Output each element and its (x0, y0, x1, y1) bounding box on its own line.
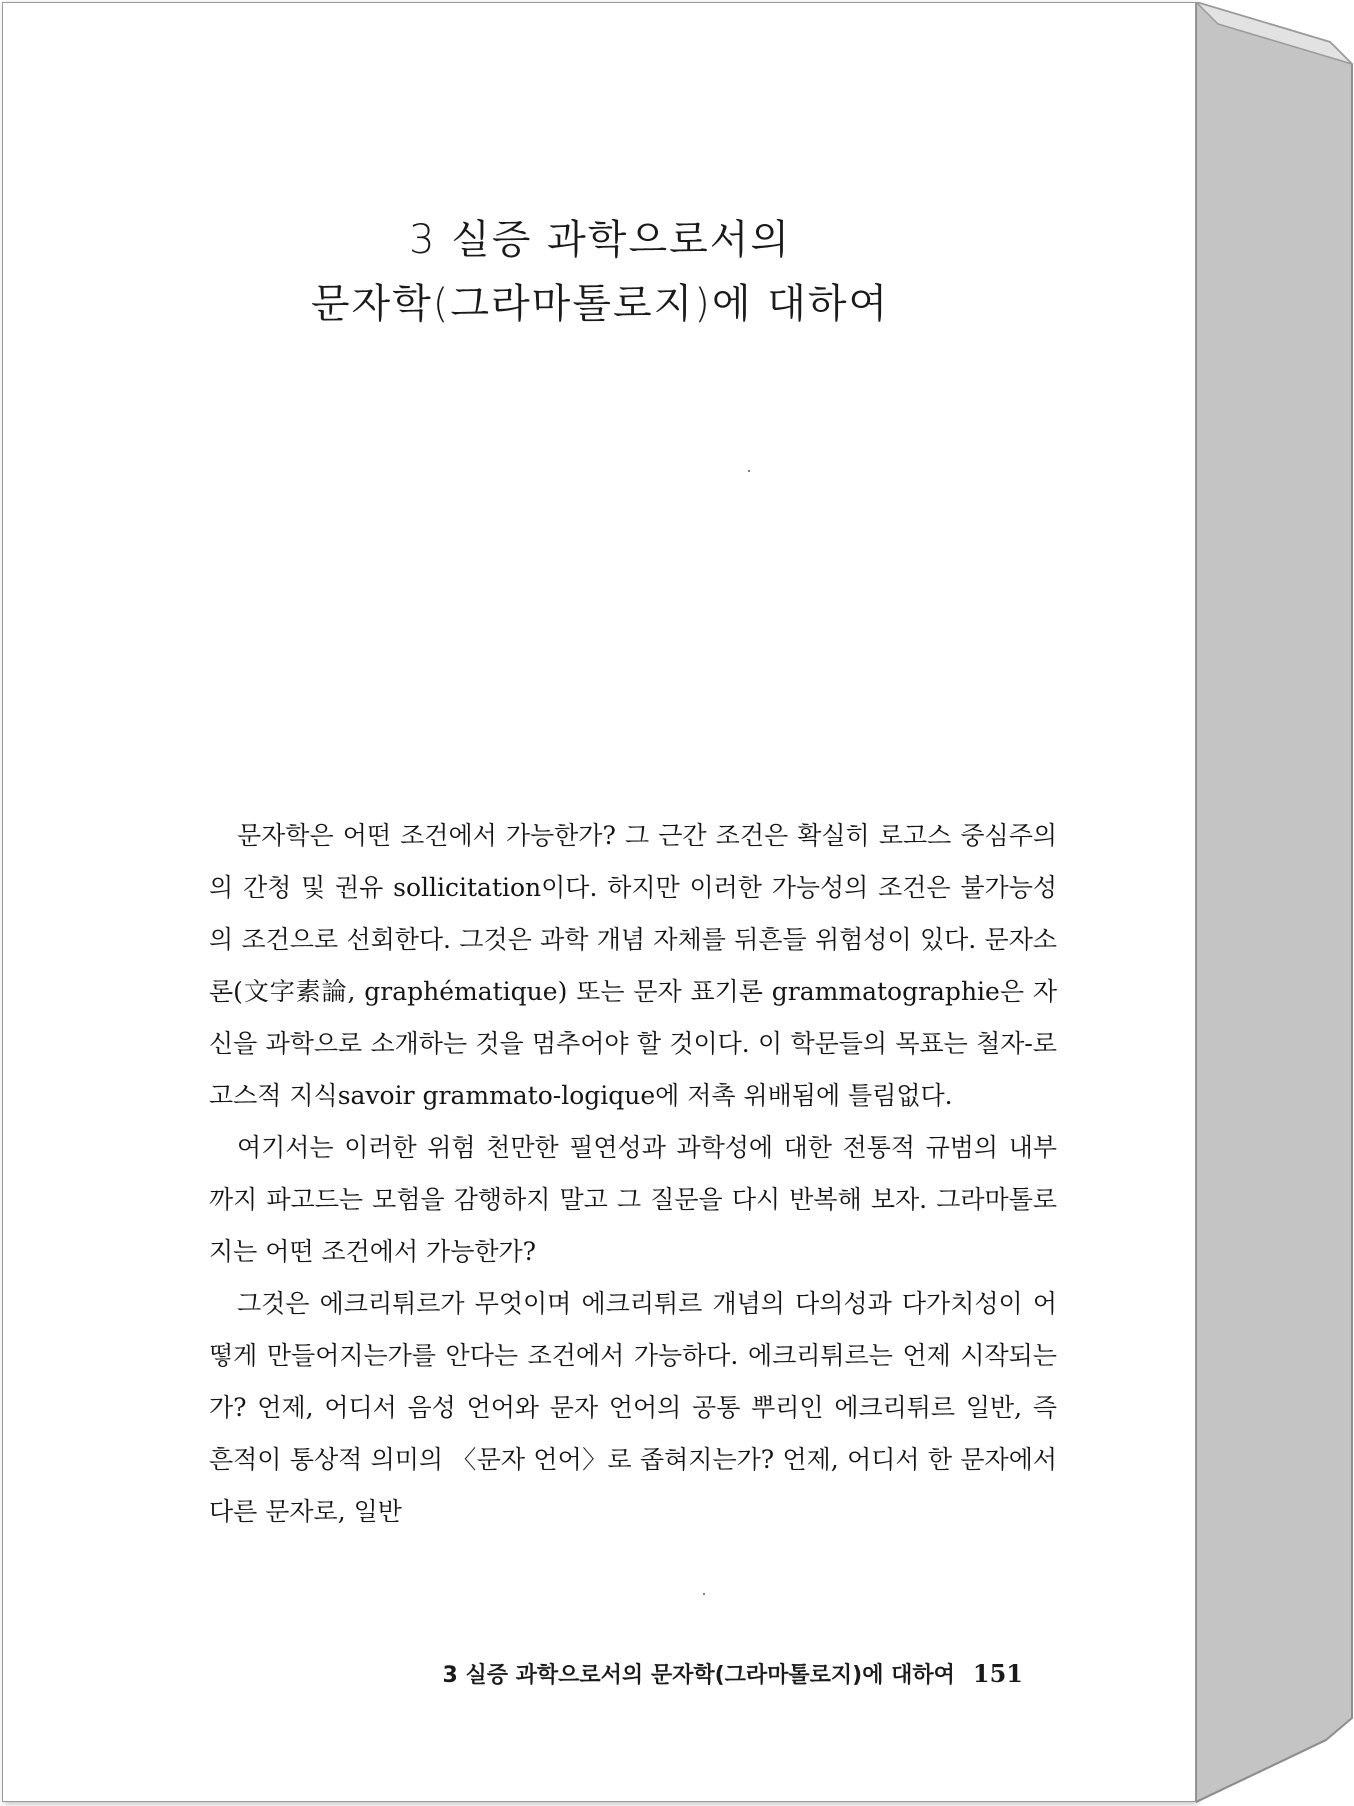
chapter-title-line-1: 3 실증 과학으로서의 (409, 217, 791, 263)
print-speck (703, 1593, 705, 1595)
body-paragraph-2: 여기서는 이러한 위험 천만한 필연성과 과학성에 대한 전통적 규범의 내부까지 파고드는 모험을 감행하지 말고 그 질문을 다시 반복해 보자. 그라마톨로지는 어떤 조건에서 가능한가? (209, 1133, 1057, 1266)
running-footer (383, 1658, 1023, 1689)
chapter-title (3, 208, 1197, 336)
body-text (209, 810, 1057, 1538)
print-speck (748, 470, 750, 472)
body-paragraph-1: 문자학은 어떤 조건에서 가능한가? 그 근간 조건은 확실히 로고스 중심주의의 간청 및 권유 sollicitation이다. 하지만 이러한 가능성의 조건은 불가능성의 조건으로 선회한다. 그것은 과학 개념 자체를 뒤흔들 위험성이 있다. 문자소론(文字素論, graphématique) 또는 문자 표기론 grammatographie은 자신을 과학으로 소개하는 것을 멈추어야 할 것이다. 이 학문들의 목표는 철자-로고스적 지식savoir grammato-logique에 저촉 위배됨에 틀림없다. (209, 821, 1057, 1110)
book-page (2, 2, 1196, 1802)
page-number: 151 (972, 1659, 1023, 1688)
running-head: 3 실증 과학으로서의 문자학(그라마톨로지)에 대하여 (442, 1663, 955, 1688)
body-paragraph-3: 그것은 에크리튀르가 무엇이며 에크리튀르 개념의 다의성과 다가치성이 어떻게 만들어지는가를 안다는 조건에서 가능하다. 에크리튀르는 언제 시작되는가? 언제, 어디서 음성 언어와 문자 언어의 공통 뿌리인 에크리튀르 일반, 즉 흔적이 통상적 의미의 〈문자 언어〉로 좁혀지는가? 언제, 어디서 한 문자에서 다른 문자로, 일반 (209, 1289, 1057, 1526)
chapter-title-line-2: 문자학(그라마톨로지)에 대하여 (310, 281, 890, 327)
book-edge-shape (1196, 2, 1354, 1806)
